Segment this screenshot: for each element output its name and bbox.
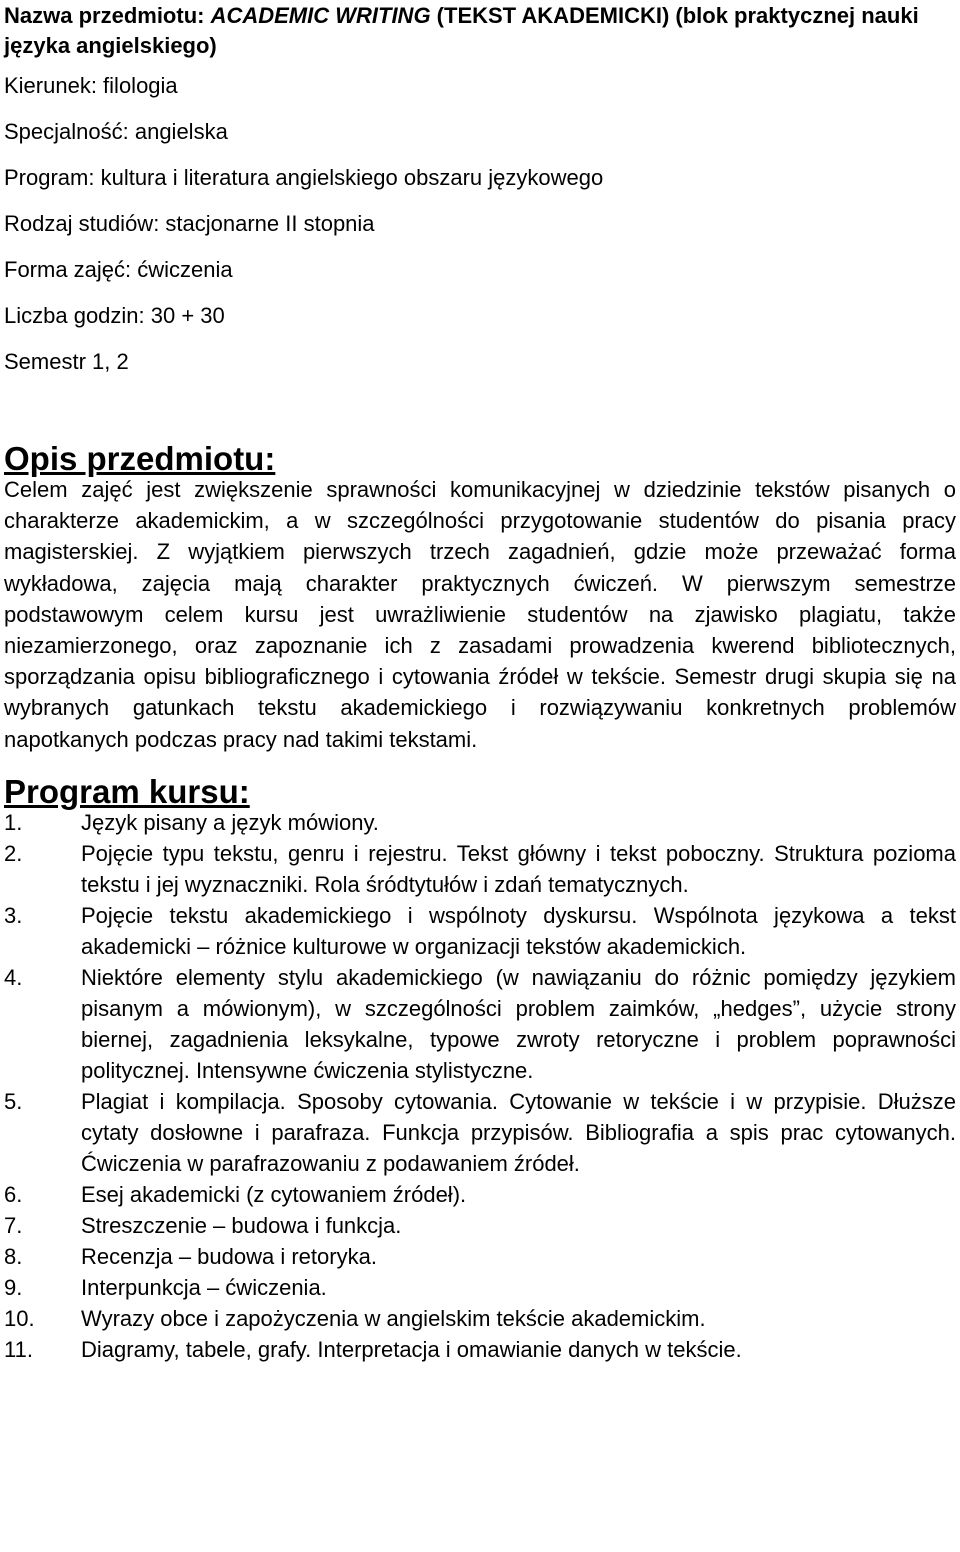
program-list: [4, 807, 956, 1365]
program-item-text: Wyrazy obce i zapożyczenia w angielskim tekście akademickim.: [81, 1305, 706, 1331]
spacer: [4, 385, 956, 443]
program-item-number: 3.: [4, 902, 23, 928]
program-item-text: Pojęcie tekstu akademickiego i wspólnoty dyskursu. Wspólnota językowa a tekst akademicki – różnice kulturowe w organizacji tekstów akademickich.: [81, 902, 956, 959]
program-item-text: Pojęcie typu tekstu, genru i rejestru. Tekst główny i tekst poboczny. Struktura pozioma tekstu i jej wyznaczniki. Rola śródtytułów i zdań tematycznych.: [81, 840, 956, 897]
meta-field: Kierunek: filologia: [4, 73, 178, 98]
program-item-text: Niektóre elementy stylu akademickiego (w nawiązaniu do różnic pomiędzy językiem pisanym a mówionym), w szczególności problem zaimków, „hedges”, użycie strony biernej, zagadnienia leksykalne, typowe zwroty retoryczne i problem poprawności politycznej. Intensywne ćwiczenia stylistyczne.: [81, 964, 956, 1083]
program-item-text: Interpunkcja – ćwiczenia.: [81, 1274, 327, 1300]
program-item: [4, 962, 956, 1086]
meta-study-type: Rodzaj studiów: stacjonarne II stopnia: [4, 211, 375, 236]
description-heading: Opis przedmiotu:: [4, 440, 276, 477]
program-item-number: 11.: [4, 1336, 33, 1362]
program-item-text: Diagramy, tabele, grafy. Interpretacja i omawianie danych w tekście.: [81, 1336, 742, 1362]
program-item-number: 5.: [4, 1088, 23, 1114]
program-item: [4, 807, 956, 838]
course-title-italic: ACADEMIC WRITING: [210, 3, 431, 28]
course-meta-list: [4, 63, 956, 385]
course-title: [4, 0, 956, 61]
course-title-suffix: (TEKST AKADEMICKI) (blok praktycznej nauki języka angielskiego): [4, 3, 919, 58]
meta-class-form: Forma zajęć: ćwiczenia: [4, 257, 233, 282]
program-item-number: 9.: [4, 1274, 23, 1300]
program-item-number: 7.: [4, 1212, 23, 1238]
program-item-text: Recenzja – budowa i retoryka.: [81, 1243, 377, 1269]
program-item: [4, 1272, 956, 1303]
program-item-number: 1.: [4, 809, 23, 835]
program-heading: Program kursu:: [4, 772, 250, 810]
course-title-prefix: Nazwa przedmiotu:: [4, 3, 211, 28]
meta-specialty: Specjalność: angielska: [4, 119, 228, 144]
program-item-number: 10.: [4, 1305, 35, 1331]
program-item-number: 2.: [4, 840, 23, 866]
program-item: [4, 838, 956, 900]
program-item-number: 6.: [4, 1181, 23, 1207]
program-item-text: Język pisany a język mówiony.: [81, 809, 379, 835]
program-item: [4, 1241, 956, 1272]
program-item-number: 4.: [4, 964, 23, 990]
program-item-number: 8.: [4, 1243, 23, 1269]
program-item-text: Streszczenie – budowa i funkcja.: [81, 1212, 402, 1238]
program-item: [4, 1303, 956, 1334]
program-item: [4, 1334, 956, 1365]
program-item: [4, 1210, 956, 1241]
program-item: [4, 900, 956, 962]
meta-semester: Semestr 1, 2: [4, 349, 129, 374]
program-item: [4, 1086, 956, 1179]
description-text: Celem zajęć jest zwiększenie sprawności komunikacyjnej w dziedzinie tekstów pisanych o charakterze akademickim, a w szczególności przygotowanie studentów do pisania pracy magisterskiej. Z wyjątkiem pierwszych trzech zagadnień, gdzie może przeważać forma wykładowa, zajęcia mają charakter praktycznych ćwiczeń. W pierwszym semestrze podstawowym celem kursu jest uwrażliwienie studentów na zjawisko plagiatu, także niezamierzonego, oraz zapoznanie ich z zasadami prowadzenia kwerend bibliotecznych, sporządzania opisu bibliograficznego i cytowania źródeł w tekście. Semestr drugi skupia się na wybranych gatunkach tekstu akademickiego i rozwiązywaniu konkretnych problemów napotkanych podczas pracy nad takimi tekstami.: [4, 477, 956, 752]
meta-program: Program: kultura i literatura angielskiego obszaru językowego: [4, 165, 604, 190]
program-item-text: Plagiat i kompilacja. Sposoby cytowania. Cytowanie w tekście i w przypisie. Dłuższe cytaty dosłowne i parafraza. Funkcja przypisów. Bibliografia a spis prac cytowanych. Ćwiczenia w parafrazowaniu z podawaniem źródeł.: [81, 1088, 956, 1176]
program-item-text: Esej akademicki (z cytowaniem źródeł).: [81, 1181, 467, 1207]
meta-hours: Liczba godzin: 30 + 30: [4, 303, 225, 328]
program-item: [4, 1179, 956, 1210]
